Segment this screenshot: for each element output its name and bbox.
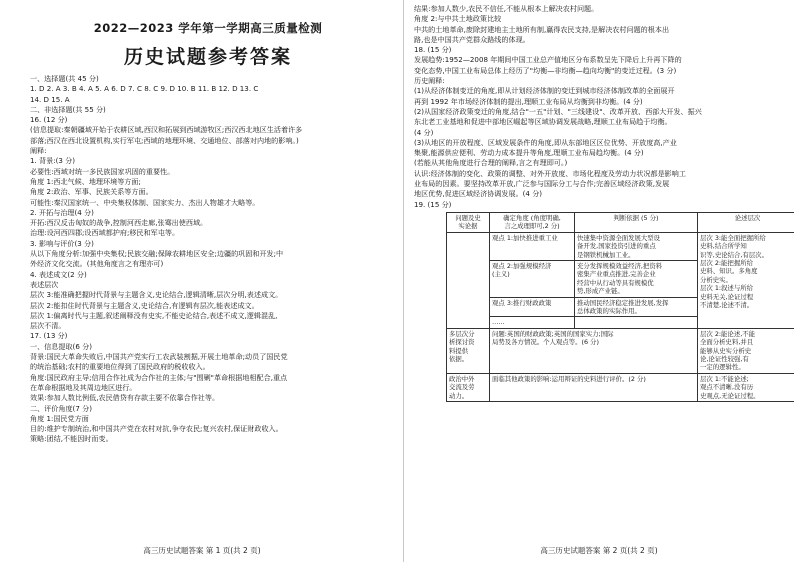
text-line: 在革命根据地及其周边地区进行。 [30, 382, 137, 392]
cell-text: 问题:英国的财政政策;英国的国家实力;国际 [492, 329, 614, 338]
cell-text: 观点 2:加强规模经济 [492, 261, 552, 270]
cell-text: 层次 2:能把握所给 [700, 258, 753, 267]
text-line: (信息提取:秦朝疆域开始于农耕区域,西汉和拓展到西域游牧区;西汉西北地区生活着许多 [30, 125, 303, 135]
text-line: 角度 2:政治、军事、民族关系等方面。 [30, 187, 153, 197]
text-line: 层次不清。 [30, 321, 66, 331]
text-line: (3)从地区的开放程度、区域发展条件的角度,即从东部地区区位优势、开放度高,产业 [414, 137, 677, 147]
table-cell-issue [447, 328, 490, 373]
text-line: (2)从国家经济政策变迁的角度,结合"一五"计划、"三线建设"、改革开放、西部大开发、振兴 [414, 106, 702, 116]
text-line: 的统治基础;农村的重要地位得到了国民政府的税收收入。 [30, 362, 210, 372]
text-line: 角度 2:与中共土地政策比较 [414, 14, 502, 24]
cell-text: 分析史实。 [700, 275, 732, 284]
table-row [447, 328, 794, 373]
text-line: 从以下角度分析:加强中央集权;民族交融;保障农耕地区安全;边疆的巩固和开发;中 [30, 249, 284, 259]
table-row [447, 373, 794, 401]
text-line: 层次 3:能准确把握时代背景与主题含义,史论结合,逻辑清晰,层次分明,表述成文。 [30, 290, 283, 300]
cell-text: 料提供 [449, 346, 469, 355]
exam-header: 2022—2023 学年第一学期高三质量检测 [93, 21, 323, 35]
table-cell-merged [490, 328, 698, 373]
text-line: 开拓:西汉反击匈奴的战争,控制河西走廊,张骞出使西域。 [30, 218, 208, 228]
cell-text: 是钢铁机械加工业。 [577, 250, 635, 259]
cell-text: 面临其他政策的影响:运用辩证的史料进行评价。(2 分) [492, 374, 646, 383]
text-line: 2. 开拓与治理(4 分) [30, 207, 94, 217]
text-line: 阐释: [30, 146, 47, 156]
answer-table [446, 212, 794, 402]
cell-text: 密集产业重点推进,完善企业 [577, 270, 656, 279]
text-line: 外经济文化交流。(其他角度言之有理亦可) [30, 259, 164, 269]
table-cell-basis [575, 232, 698, 260]
text-line: 1. 背景:(3 分) [30, 156, 75, 166]
table-cell-angle [490, 297, 575, 317]
text-line: 历史阐释: [414, 76, 445, 86]
text-line: 东北老工业基地和促进中部地区崛起等区域协调发展战略,理顺工业布局趋于均衡。 [414, 117, 672, 127]
cell-text: 史料,结合所学知 [700, 242, 747, 251]
table-cell-angle [490, 260, 575, 297]
cell-text: 观点不清晰,没有历 [700, 383, 754, 392]
cell-text: 动力。 [449, 391, 469, 400]
header-cell-basis [575, 212, 698, 232]
cell-text: 总体政策的实际作用。 [577, 307, 641, 315]
cell-text: 快速集中资源全面发展大型设 [577, 233, 661, 242]
cell-text: 层次 1:不能论述; [700, 374, 749, 383]
text-line: 16. (12 分) [30, 115, 68, 125]
text-line: 部落;西汉在西北设置机构,实行军屯;西域的地理环境、交通地位、部落对内地的影响。) [30, 135, 299, 145]
cell-text: 论,论证性较强,有 [700, 355, 749, 364]
text-line: 17. (13 分) [30, 331, 68, 341]
text-line: 3. 影响与评价(3 分) [30, 238, 94, 248]
text-line: 业布局的因素。要坚持改革开放,广泛参与国际分工与合作;完善区域经济政策,发展 [414, 179, 670, 189]
table-cell-levels [698, 373, 794, 401]
page-footer-left: 高三历史试题答案 第 1 页(共 2 页) [143, 546, 261, 555]
document-title: 历史试题参考答案 [123, 46, 292, 68]
text-line: 层次 1:偏离时代与主题,叙述阐释没有史实,不能史论结合,表述不成文,逻辑混乱, [30, 310, 278, 320]
table-cell-levels [698, 232, 794, 328]
header-text: 确定角度 (角度明确, [503, 213, 561, 222]
cell-text: 依据。 [449, 355, 469, 364]
header-text: 言之成理即可,2 分) [504, 222, 560, 231]
header-text: 问题及史 [455, 213, 481, 222]
text-line: 治理:设河西四郡;设西域都护府;移民和军屯等。 [30, 228, 180, 238]
table-cell-empty [575, 317, 698, 328]
cell-text: 局势及各方情况。个人观点等。(6 分) [492, 338, 599, 347]
cell-text: 识等,史论结合,有层次。 [700, 250, 768, 259]
cell-text: 多层次分 [449, 329, 475, 338]
text-line: 策略:团结,不能因时而变。 [30, 434, 113, 444]
header-text: 实论据 [458, 222, 478, 231]
answer-page-2 [404, 0, 794, 562]
table-cell-levels [698, 328, 794, 373]
cell-text: 交流及劳 [449, 383, 475, 392]
header-text: 判断依据 (5 分) [613, 213, 659, 222]
text-line: 可能性:秦汉国家统一、中央集权体制、国家实力、杰出人物雄才大略等。 [30, 197, 260, 207]
cell-text: 政治中外 [449, 374, 475, 383]
header-text: 论述层次 [734, 213, 761, 222]
text-line: 表述层次 [30, 279, 59, 289]
cell-text: 能够从史实分析史 [700, 346, 752, 355]
cell-text: 观点 3:推行财政政策 [492, 298, 552, 307]
question-19-table-wrap [414, 212, 782, 402]
text-line: 二、非选择题(共 55 分) [30, 104, 106, 114]
cell-text: (主义) [492, 270, 510, 279]
cell-text: 不清楚,论述不清。 [700, 301, 754, 309]
text-line: 目的:维护专制统治,和中国共产党在农村对抗,争夺农民;复兴农村,保证财政收入。 [30, 424, 283, 434]
text-line: 结果:参加人数少,农民不信任,不能从根本上解决农村问题。 [414, 4, 599, 13]
cell-text: 层次 2:能论述,不能 [700, 329, 756, 338]
text-line: 认识:经济体制的变化、政策的调整、对外开放度、市场化程度及劳动力状况都是影响工 [414, 168, 686, 178]
cell-text: 一定的逻辑性。 [700, 363, 745, 372]
text-line: 角度 1:国民党方面 [30, 413, 89, 423]
text-line: 一、选择题(共 45 分) [30, 74, 99, 83]
text-line: 再到 1992 年市场经济体制的提出,理顺工业布局从均衡到非均衡。(4 分) [414, 96, 643, 106]
text-line: (4 分) [414, 127, 434, 137]
cell-text: 层次 1:叙述与所给 [700, 284, 753, 293]
cell-text: 经营中从行动等具有规模优 [577, 278, 654, 287]
text-line: 层次 2:能扣住时代背景与主题含义,史论结合,有逻辑有层次,能表述成文。 [30, 300, 259, 310]
text-line: 背景:国民大革命失败后,中国共产党实行工农武装割据,开展土地革命;动员了国民党 [30, 352, 288, 362]
text-line: 路,也是中国共产党群众路线的体现。 [414, 34, 530, 44]
table-row [447, 232, 794, 260]
cell-text: 备开发,国家投资引进的重点 [577, 242, 656, 251]
cell-text: 全面分析史料,并且 [700, 338, 754, 347]
text-line: 地区优势,促进区域经济协调发展。(4 分) [414, 189, 543, 199]
table-cell-dots [490, 317, 575, 328]
text-line: 1. D 2. A 3. B 4. A 5. A 6. D 7. C 8. C 9. D 10. B 11. B 12. D 13. C [30, 84, 259, 94]
text-line: 变化态势,中国工业布局总体上经历了"均衡—非均衡—趋向均衡"的变迁过程。(3 分) [414, 65, 677, 75]
text-line: (1)从经济体制变迁的角度,即从计划经济体制的变迁到城市经济体制改革的全面展开 [414, 86, 675, 96]
header-cell-issue [447, 212, 490, 232]
cell-text: 史料无关,论证过程 [700, 292, 754, 301]
text-line: 发展趋势:1952—2008 年期间中国工业总产值地区分布系数呈先下降后上升再下降的 [414, 55, 682, 65]
text-line: 一、信息提取(6 分) [30, 341, 92, 351]
table-cell-merged [490, 373, 698, 401]
text-line: 集聚,能源供应便利、劳动力成本提升等角度,理顺工业布局趋均衡。(4 分) [414, 148, 644, 158]
table-header-row [447, 212, 794, 232]
text-line: 必要性:西域对统一多民族国家巩固的重要性。 [30, 166, 175, 176]
text-line: 18. (15 分) [414, 45, 452, 55]
text-line: 角度 1:西北气候、地理环境等方面; [30, 176, 141, 186]
text-line: (若能从其他角度进行合理的阐释,言之有理即可。) [414, 158, 568, 168]
table-cell-angle [490, 232, 575, 260]
answer-body-right [414, 4, 782, 210]
cell-text: …… [492, 318, 505, 327]
header-cell-levels [698, 212, 794, 232]
text-line: 角度:国民政府主导;信用合作社成为合作社的主体;与"围剿"革命根据地相配合,重点 [30, 372, 288, 382]
text-line: 14. D 15. A [30, 94, 70, 104]
table-cell-issue [447, 373, 490, 401]
page-footer-right: 高三历史试题答案 第 2 页(共 2 页) [540, 546, 658, 555]
cell-text: 势,形成产业链。 [577, 287, 624, 296]
cell-text: 推动国民经济稳定推进发展,发挥 [577, 298, 669, 307]
text-line: 19. (15 分) [414, 199, 452, 209]
text-line: 中共的土地革命,废除封建地主土地所有制,赢得农民支持,是解决农村问题的根本出 [414, 24, 670, 34]
answer-body-left [30, 74, 386, 445]
table-cell-basis [575, 297, 698, 317]
cell-text: 观点 1:加快推进重工业 [492, 233, 558, 242]
table-cell-empty [447, 232, 490, 328]
cell-text: 史料、知识。多角度 [700, 267, 758, 276]
cell-text: 层次 3:能全面把握所给 [700, 233, 766, 242]
header-cell-angle [490, 212, 575, 232]
text-line: 4. 表述成文(2 分) [30, 269, 87, 279]
cell-text: 析探讨资 [449, 338, 475, 347]
text-line: 二、评价角度(7 分) [30, 403, 92, 413]
table-cell-basis [575, 260, 698, 297]
cell-text: 史观点,无论证过程。 [700, 391, 760, 400]
cell-text: 充分发挥规模效益经济,把资料 [577, 261, 663, 270]
text-line: 效果:参加人数比例低,农民借贷有存款主要不依靠合作社等。 [30, 393, 220, 403]
